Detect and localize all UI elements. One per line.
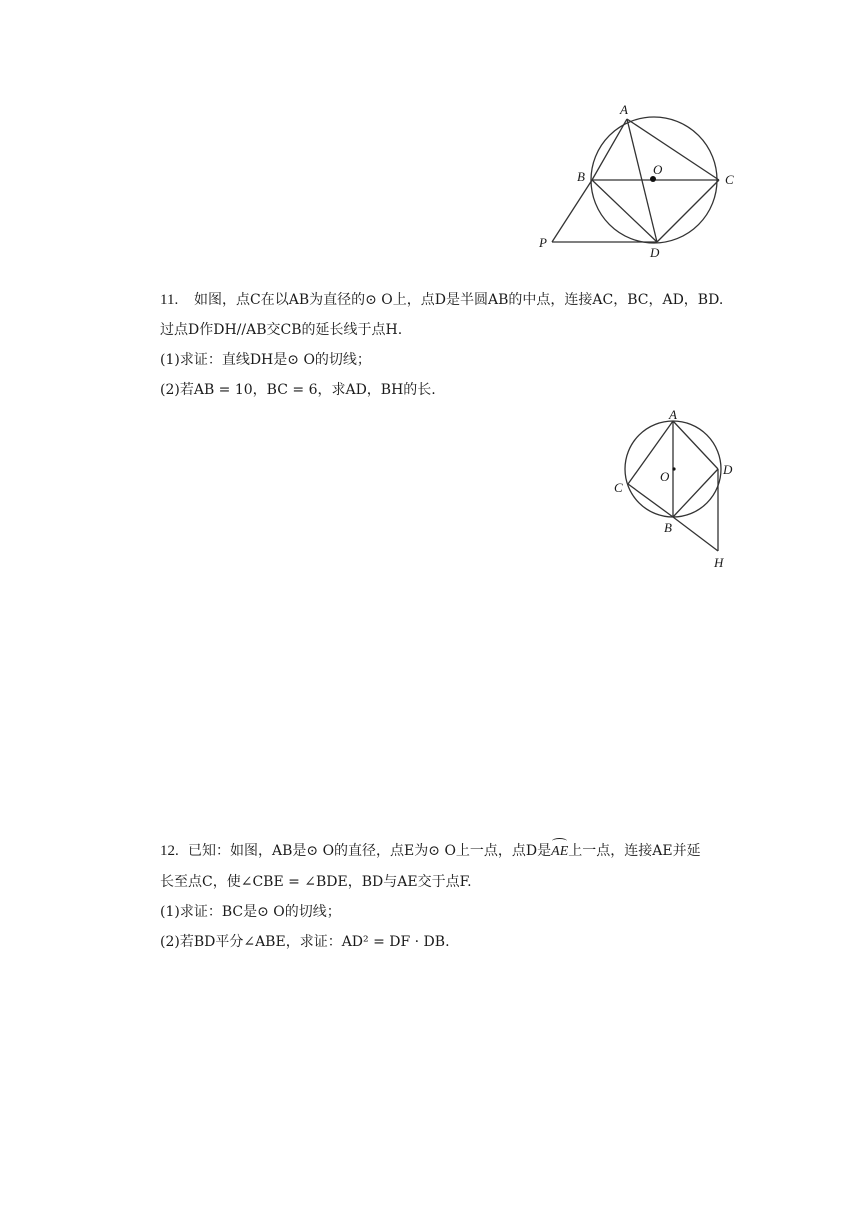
segment-ac xyxy=(627,119,719,180)
problem-11-line-1 xyxy=(160,285,740,315)
label-b: B xyxy=(577,169,585,184)
problem-11-statement: 如图，点C在以AB为直径的⊙ O上，点D是半圆AB的中点，连接AC，BC，AD，BD. xyxy=(194,292,724,308)
segment-ad xyxy=(673,421,718,469)
center-point-o xyxy=(672,467,675,470)
problem-number: 11. xyxy=(160,292,179,308)
problem-11-part-2: (2)若AB = 10，BC = 6，求AD，BH的长. xyxy=(160,382,436,398)
segment-bd xyxy=(592,180,657,242)
problem-11 xyxy=(160,285,740,405)
problem-12-part-2: (2)若BD平分∠ABE，求证：AD² = DF · DB. xyxy=(160,934,450,950)
segment-bp xyxy=(552,180,592,242)
segment-bd xyxy=(673,469,718,517)
label-o: O xyxy=(660,469,670,484)
geometry-diagram xyxy=(600,405,750,575)
arc-ae-label: AE xyxy=(551,837,568,867)
problem-11-line-2: 过点D作DH//AB交CB的延长线于点H. xyxy=(160,322,403,338)
problem-12 xyxy=(160,836,740,957)
problem-12-line-2: 长至点C，使∠CBE = ∠BDE，BD与AE交于点F. xyxy=(160,874,472,890)
figure-problem-11 xyxy=(600,405,750,575)
figure-circle-abcd-p xyxy=(530,98,750,268)
geometry-diagram xyxy=(530,98,750,268)
label-d: D xyxy=(723,462,733,477)
label-o: O xyxy=(653,162,663,177)
label-a: A xyxy=(669,407,677,422)
problem-12-line-1 xyxy=(160,836,740,867)
label-a: A xyxy=(620,102,628,117)
label-b: B xyxy=(664,520,672,535)
label-c: C xyxy=(614,480,623,495)
label-h: H xyxy=(714,555,724,570)
problem-number: 12. xyxy=(160,843,179,859)
label-c: C xyxy=(725,172,734,187)
segment-bh xyxy=(673,517,718,551)
problem-12-statement-a: 已知：如图，AB是⊙ O的直径，点E为⊙ O上一点，点D是 xyxy=(188,843,552,859)
segment-ab xyxy=(592,119,627,180)
problem-12-statement-b: 上一点，连接AE并延 xyxy=(568,843,701,859)
label-p: P xyxy=(539,235,547,250)
problem-12-part-1: (1)求证：BC是⊙ O的切线； xyxy=(160,904,341,920)
problem-11-part-1: (1)求证：直线DH是⊙ O的切线； xyxy=(160,352,371,368)
label-d: D xyxy=(650,245,660,260)
